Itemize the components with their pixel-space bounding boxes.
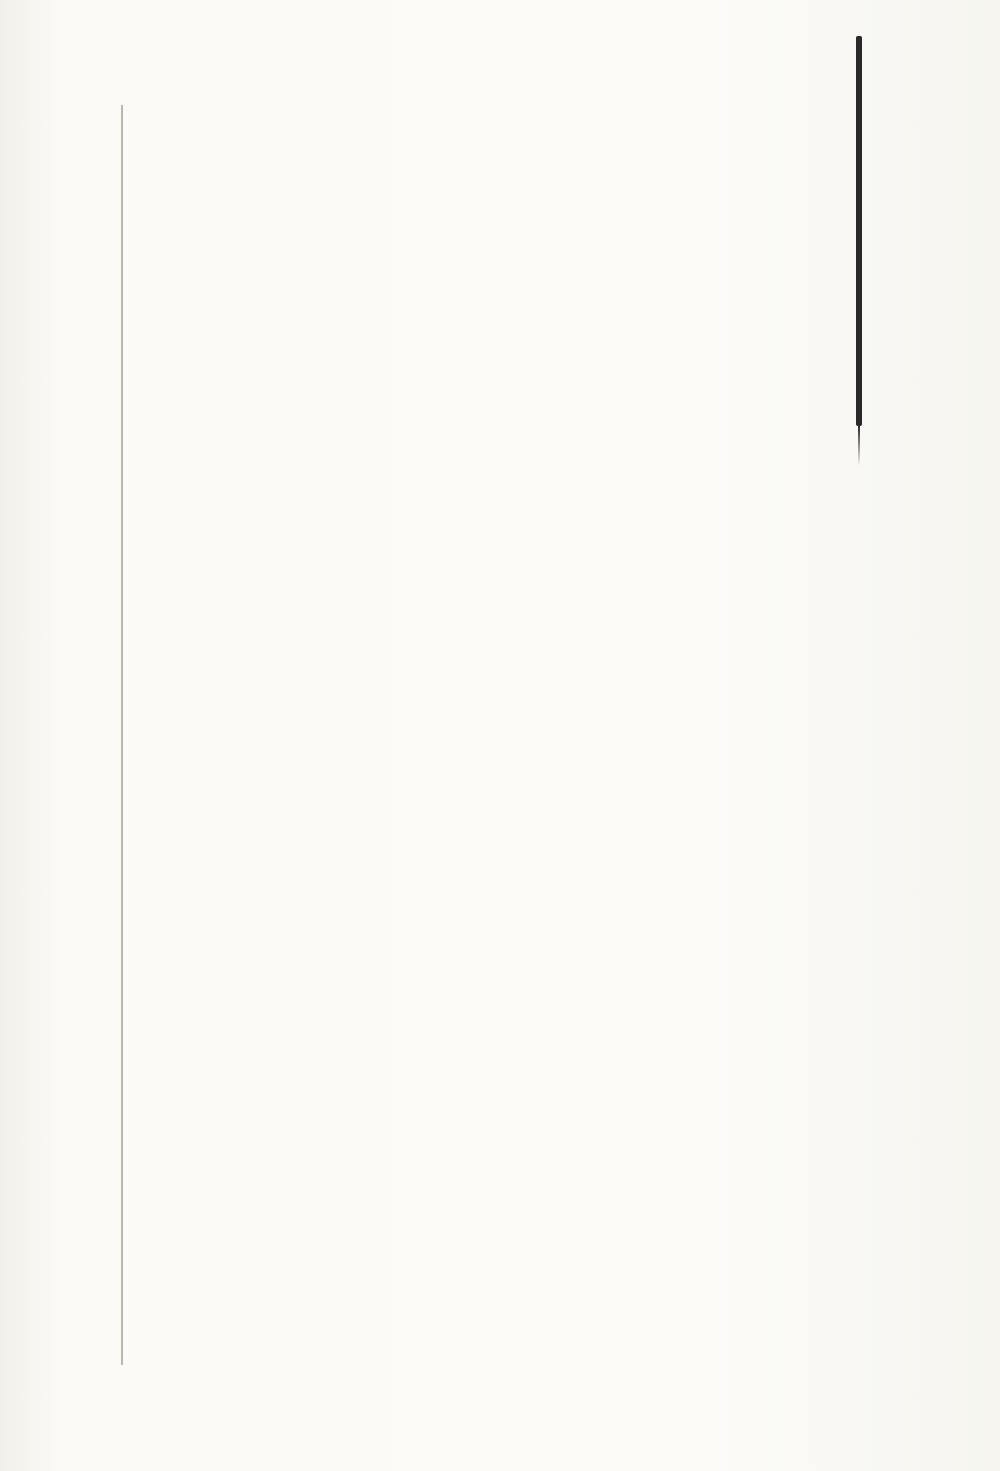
answer-key-text [133, 112, 723, 124]
site-watermark [800, 1378, 980, 1468]
scan-shadow-bar [856, 36, 862, 426]
page-binding-edge [121, 105, 123, 1365]
scan-shadow-fade [858, 426, 860, 466]
